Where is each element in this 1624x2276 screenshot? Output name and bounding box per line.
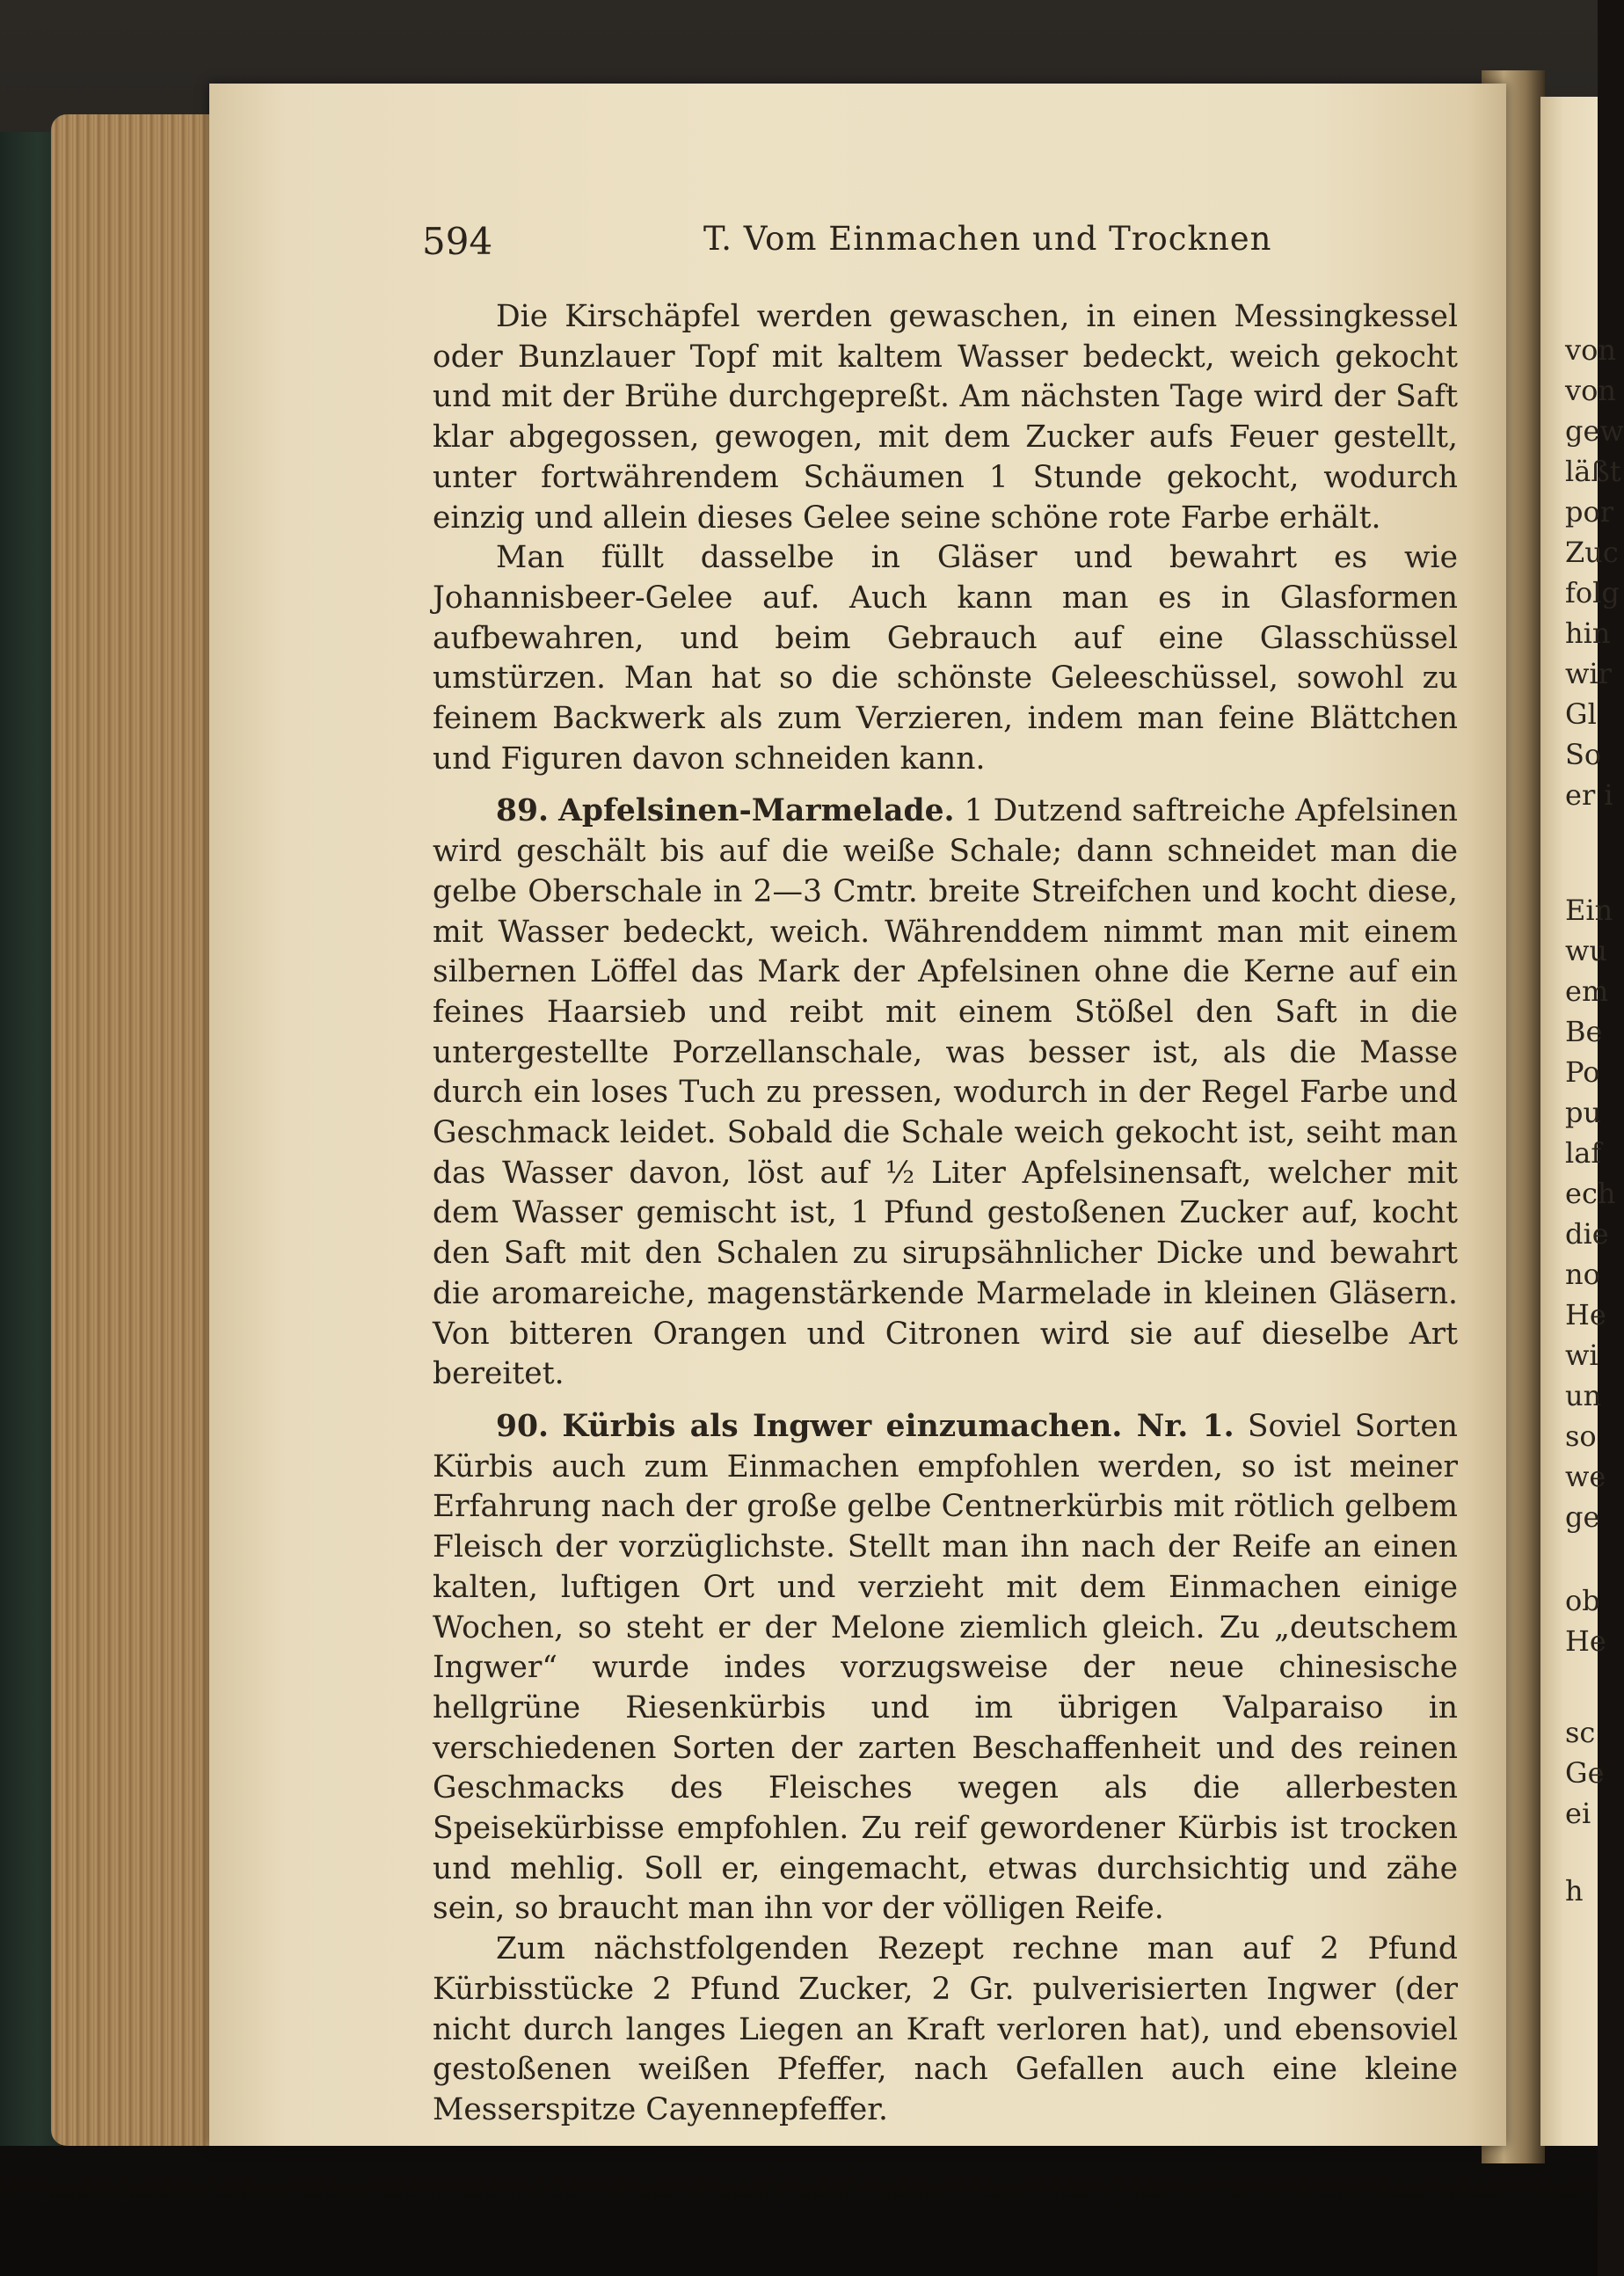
page-body <box>433 297 1459 2127</box>
next-page-fragment: so <box>1565 1419 1597 1453</box>
page-edges <box>51 114 218 2146</box>
next-page-fragment: Zuc <box>1565 536 1619 569</box>
next-page-fragment: folg <box>1565 576 1620 609</box>
next-page-fragment: He <box>1565 1298 1606 1331</box>
next-page-fragment: wu <box>1565 934 1607 967</box>
next-page-fragment: So <box>1565 738 1602 771</box>
next-page-fragment: we <box>1565 1460 1606 1493</box>
recipe-89 <box>433 791 1458 1395</box>
next-page-fragment: gew <box>1565 414 1624 448</box>
next-page-fragment: er i <box>1565 778 1613 812</box>
running-title: T. Vom Einmachen und Trocknen <box>703 220 1272 258</box>
recipe-title: Apfelsinen-Marmelade. <box>558 793 955 829</box>
next-page-fragment: em <box>1565 974 1609 1008</box>
page-header <box>422 220 1460 273</box>
next-page-fragment: por <box>1565 495 1614 529</box>
next-page-fragment: un <box>1565 1379 1602 1412</box>
next-page-fragment: ob <box>1565 1584 1600 1617</box>
recipe-number: 89. <box>496 793 550 829</box>
next-page-fragment: hin <box>1565 616 1611 650</box>
next-page-fragment: ge <box>1565 1500 1600 1534</box>
recipe-title: Kürbis als Ingwer einzumachen. Nr. 1. <box>562 1408 1234 1444</box>
next-page-fragment: läßt <box>1565 455 1621 488</box>
recipe-text: Soviel Sorten Kürbis auch zum Einmachen empfohlen werden, so ist meiner Erfahrung nach der große gelbe Centnerkürbis mit rötlich gelbem Fleisch der vorzüglichste. Stellt man ihn nach der Reife an einen kalten, luftigen Ort und verzieht mit dem Einmachen einige Wochen, so steht er der Melone ziemlich gleich. Zu „deutschem Ingwer“ wurde indes vorzugsweise der neue chinesische hellgrüne Riesenkürbis und im übrigen Valparaiso in verschiedenen Sorten der zarten Beschaffenheit und des reinen Geschmacks des Fleisches wegen als die allerbesten Speisekürbisse empfohlen. Zu reif gewordener Kürbis ist trocken und mehlig. Soll er, eingemacht, etwas durchsichtig und zähe sein, so braucht man ihn vor der völligen Reife. <box>433 1408 1458 1927</box>
next-page-fragment: Po <box>1565 1055 1600 1089</box>
paragraph: Man füllt dasselbe in Gläser und bewahrt es wie Johannisbeer-Gelee auf. Auch kann man es in Glasformen aufbewahren, und beim Gebrauch auf eine Glasschüssel umstürzen. Man hat so die schönste Geleeschüssel, sowohl zu feinem Backwerk als zum Verzieren, indem man feine Blättchen und Figuren davon schneiden kann. <box>433 540 1458 777</box>
paragraph: Zum nächstfolgenden Rezept rechne man auf 2 Pfund Kürbisstücke 2 Pfund Zucker, 2 Gr. pulverisierten Ingwer (der nicht durch langes Liegen an Kraft verloren hat), und ebensoviel gestoßenen weißen Pfeffer, nach Gefallen auch eine kleine Messerspitze Cayennepfeffer. <box>433 1931 1458 2127</box>
recipe-text: 1 Dutzend saftreiche Apfelsinen wird geschält bis auf die weiße Schale; dann schneidet man die gelbe Oberschale in 2—3 Cmtr. breite Streifchen und kocht diese, mit Wasser bedeckt, weich. Währenddem nimmt man mit einem silbernen Löffel das Mark der Apfelsinen ohne die Kerne auf ein feines Haarsieb und reibt mit einem Stößel den Saft in die untergestellte Porzellanschale, was besser ist, als die Masse durch ein loses Tuch zu pressen, wodurch in der Regel Farbe und Geschmack leidet. Sobald die Schale weich gekocht ist, seiht man das Wasser davon, löst auf ½ Liter Apfelsinensaft, welcher mit dem Wasser gemischt ist, 1 Pfund gestoßenen Zucker auf, kocht den Saft mit den Schalen zu sirupsähnlicher Dicke und bewahrt die aromareiche, magenstärkende Marmelade in kleinen Gläsern. Von bitteren Orangen und Citronen wird sie auf dieselbe Art bereitet. <box>433 793 1459 1392</box>
next-page-fragment: He <box>1565 1624 1606 1658</box>
next-page-fragment: ech <box>1565 1177 1616 1210</box>
next-page-fragment: h <box>1565 1874 1584 1908</box>
next-page-fragment: Ge <box>1565 1756 1605 1790</box>
next-page-fragment: Ein <box>1565 894 1613 927</box>
next-page-fragment: von <box>1565 374 1616 407</box>
next-page-fragment: ei <box>1565 1797 1591 1830</box>
next-page-fragment: pu <box>1565 1096 1602 1129</box>
next-page-fragment: wir <box>1565 657 1612 690</box>
next-page-fragment: wi <box>1565 1339 1599 1372</box>
next-page-fragment: Be <box>1565 1015 1603 1048</box>
paragraph: Die Kirschäpfel werden gewaschen, in einen Messingkessel oder Bunzlauer Topf mit kaltem Wasser bedeckt, weich gekocht und mit der Brühe durchgepreßt. Am nächsten Tage wird der Saft klar abgegossen, gewogen, mit dem Zucker aufs Feuer gestellt, unter fortwährendem Schäumen 1 Stunde gekocht, wodurch einzig und allein dieses Gelee seine schöne rote Farbe erhält. <box>433 299 1458 536</box>
recipe-90 <box>433 1407 1458 1929</box>
next-page-edge <box>1540 97 1624 2146</box>
next-page-fragment: no <box>1565 1258 1600 1291</box>
next-page-fragment: die <box>1565 1217 1609 1251</box>
page-number: 594 <box>422 220 493 263</box>
next-page-fragment: von <box>1565 333 1616 367</box>
next-page-fragment: sc <box>1565 1716 1596 1749</box>
recipe-number: 90. <box>496 1408 550 1444</box>
next-page-fragment: Gl <box>1565 697 1597 731</box>
next-page-fragment: laf <box>1565 1136 1602 1170</box>
